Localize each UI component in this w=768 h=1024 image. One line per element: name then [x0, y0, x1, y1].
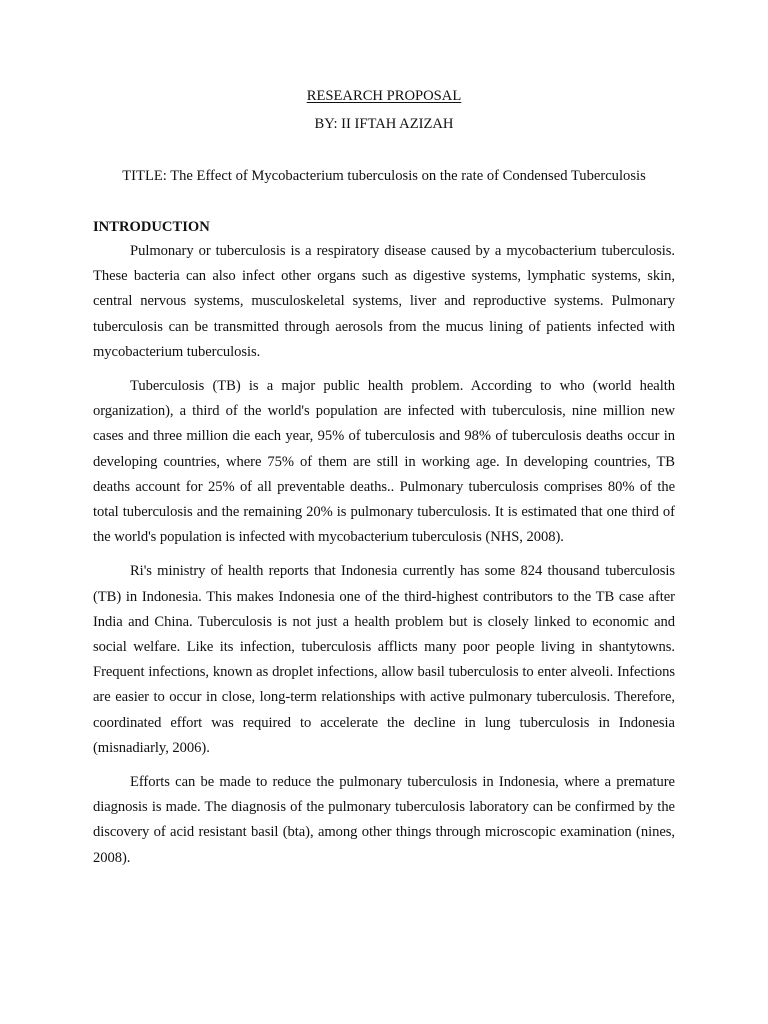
proposal-heading: [93, 85, 675, 107]
author-line: BY: II IFTAH AZIZAH: [314, 116, 454, 132]
paragraph-3: Ri's ministry of health reports that Indonesia currently has some 824 thousand tuberculosis (TB) in Indonesia. This makes Indonesia one of the third-highest contributors to the TB case after India and China. Tuberculosis is not just a health problem but is closely linked to economic and social welfare. Like its infection, tuberculosis afflicts many poor people living in shantytowns. Frequent infections, known as droplet infections, allow basil tuberculosis to enter alveoli. Infections are easier to occur in close, long-term relationships with active pulmonary tuberculosis. Therefore, coordinated effort was required to accelerate the decline in lung tuberculosis in Indonesia (misnadiarly, 2006).: [93, 563, 675, 756]
proposal-title: TITLE: The Effect of Mycobacterium tuberculosis on the rate of Condensed Tuberculosis: [122, 168, 646, 184]
proposal-heading-text: RESEARCH PROPOSAL: [306, 88, 462, 104]
document-page: [93, 85, 675, 871]
paragraph-2: Tuberculosis (TB) is a major public health problem. According to who (world health organization), a third of the world's population are infected with tuberculosis, nine million new cases and three million die each year, 95% of tuberculosis and 98% of tuberculosis deaths occur in developing countries, where 75% of them are still in working age. In developing countries, TB deaths account for 25% of all preventable deaths.. Pulmonary tuberculosis comprises 80% of the total tuberculosis and the remaining 20% is pulmonary tuberculosis. It is estimated that one third of the world's population is infected with mycobacterium tuberculosis (NHS, 2008).: [93, 378, 675, 546]
paragraph-1: Pulmonary or tuberculosis is a respiratory disease caused by a mycobacterium tuberculosis. These bacteria can also infect other organs such as digestive systems, lymphatic systems, skin, central nervous systems, musculoskeletal systems, liver and reproductive systems. Pulmonary tuberculosis can be transmitted through aerosols from the mucus lining of patients infected with mycobacterium tuberculosis.: [93, 243, 675, 360]
section-heading-introduction: INTRODUCTION: [93, 219, 210, 235]
paragraph-4: Efforts can be made to reduce the pulmonary tuberculosis in Indonesia, where a premature diagnosis is made. The diagnosis of the pulmonary tuberculosis laboratory can be confirmed by the discovery of acid resistant basil (bta), among other things through microscopic examination (nines, 2008).: [93, 774, 675, 866]
